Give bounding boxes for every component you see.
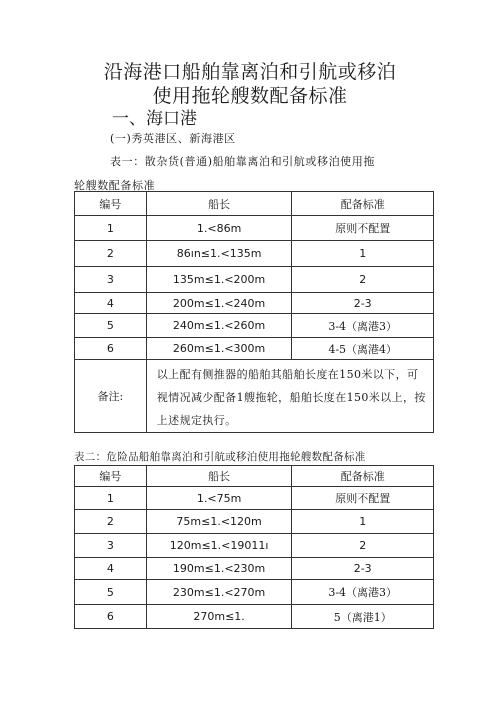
row-id: 1 xyxy=(75,216,147,241)
subsection-heading: (一)秀英港区、新海港区 xyxy=(110,132,236,145)
row-id: 4 xyxy=(75,558,147,580)
row-length: 1.<86m xyxy=(146,216,292,241)
row-id: 3 xyxy=(75,267,147,293)
table-row xyxy=(75,241,434,267)
row-standard: 2 xyxy=(292,534,434,558)
table-row xyxy=(75,558,434,580)
row-length: 75m≤1.<120m xyxy=(146,510,292,534)
row-length: 1.<75m xyxy=(146,487,292,510)
table2-header-id: 编号 xyxy=(75,466,147,487)
table1-header-row xyxy=(75,192,434,216)
table-row xyxy=(75,293,434,314)
row-length: 200m≤1.<240m xyxy=(146,293,292,314)
row-id: 4 xyxy=(75,293,147,314)
table-row xyxy=(75,216,434,241)
row-standard: 原则不配置 xyxy=(292,487,434,510)
table-row xyxy=(75,605,434,629)
row-id: 5 xyxy=(75,314,147,338)
row-standard: 2-3 xyxy=(292,293,434,314)
table1-note-row xyxy=(75,360,434,433)
row-id: 6 xyxy=(75,338,147,360)
row-standard: 1 xyxy=(292,241,434,267)
row-length: 270m≤1. xyxy=(146,605,292,629)
row-length: 190m≤1.<230m xyxy=(146,558,292,580)
document-title-line2: 使用拖轮艘数配备标准 xyxy=(152,85,348,107)
row-length: 240m≤1.<260m xyxy=(146,314,292,338)
table2-header-row xyxy=(75,466,434,487)
table2 xyxy=(74,465,434,629)
table1 xyxy=(74,191,434,433)
row-id: 6 xyxy=(75,605,147,629)
table1-header-id: 编号 xyxy=(75,192,147,216)
row-standard: 4-5（离港4） xyxy=(292,338,434,360)
table2-header-standard: 配备标准 xyxy=(292,466,434,487)
table-row xyxy=(75,580,434,605)
row-standard: 3-4（离港3） xyxy=(292,580,434,605)
row-length: 260m≤1.<300m xyxy=(146,338,292,360)
row-standard: 5（离港1） xyxy=(292,605,434,629)
row-standard: 2-3 xyxy=(292,558,434,580)
row-id: 2 xyxy=(75,241,147,267)
row-standard: 原则不配置 xyxy=(292,216,434,241)
table-row xyxy=(75,510,434,534)
table1-caption-line1: 表一：散杂货(普通)船舶靠离泊和引航或移泊使用拖 xyxy=(110,155,375,168)
row-standard: 2 xyxy=(292,267,434,293)
row-length: 230m≤1.<270m xyxy=(146,580,292,605)
document-title-line1: 沿海港口船舶靠离泊和引航或移泊 xyxy=(103,61,397,83)
table1-caption-line2: 轮艘数配备标准 xyxy=(74,179,156,192)
row-length: 135m≤1.<200m xyxy=(146,267,292,293)
table1-header-standard: 配备标准 xyxy=(292,192,434,216)
section-heading: 一、海口港 xyxy=(112,109,197,129)
row-id: 3 xyxy=(75,534,147,558)
row-standard: 1 xyxy=(292,510,434,534)
row-id: 1 xyxy=(75,487,147,510)
table-row xyxy=(75,267,434,293)
row-standard: 3-4（离港3） xyxy=(292,314,434,338)
note-label: 备注: xyxy=(75,360,147,433)
table-row xyxy=(75,314,434,338)
row-id: 5 xyxy=(75,580,147,605)
note-text: 以上配有侧推器的船舶其船舶长度在150米以下，可视情况减少配备1艘拖轮，船舶长度在150米以上，按上述规定执行。 xyxy=(146,360,433,433)
row-id: 2 xyxy=(75,510,147,534)
table-row xyxy=(75,338,434,360)
table2-header-length: 船长 xyxy=(146,466,292,487)
table2-caption: 表二：危险品船舶靠离泊和引航或移泊使用拖轮艘数配备标准 xyxy=(74,451,366,463)
row-length: 120m≤1.<19011ı xyxy=(146,534,292,558)
table-row xyxy=(75,487,434,510)
table-row xyxy=(75,534,434,558)
row-length: 86ın≤1.<135m xyxy=(146,241,292,267)
table1-header-length: 船长 xyxy=(146,192,292,216)
